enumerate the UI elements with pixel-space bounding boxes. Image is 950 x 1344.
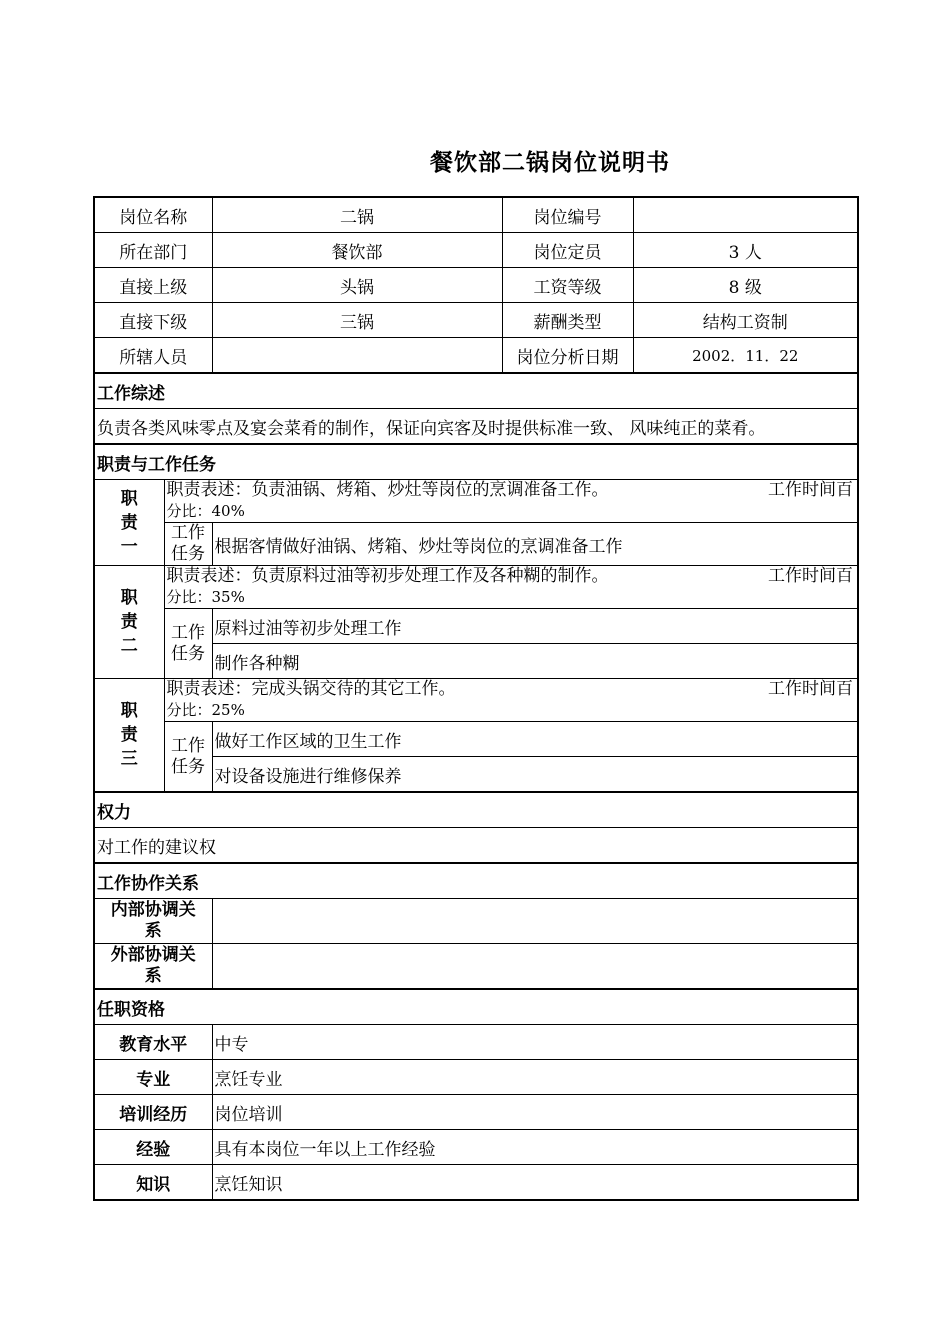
basic-label: 直接上级 xyxy=(94,268,212,303)
analysis-date: 2002．11．22 xyxy=(633,338,858,374)
basic-label: 岗位编号 xyxy=(502,197,633,233)
time-percent-label: 工作时间百 xyxy=(768,480,853,500)
qualification-label: 知识 xyxy=(94,1165,212,1201)
task-row xyxy=(94,609,858,644)
basic-label: 岗位名称 xyxy=(94,197,212,233)
duty-label xyxy=(94,566,164,679)
task-label-text: 工作任务 xyxy=(171,523,205,564)
internal-relations-label xyxy=(94,899,212,944)
external-relations-label-text: 外部协调关系 xyxy=(110,945,196,986)
duty-desc-text: 职责表述：负责油锅、烤箱、炒灶等岗位的烹调准备工作。 xyxy=(166,480,609,500)
qualification-value: 中专 xyxy=(212,1025,858,1060)
duty-description xyxy=(164,480,858,523)
basic-row xyxy=(94,338,858,374)
authority-text: 对工作的建议权 xyxy=(94,828,858,864)
basic-value: 三锅 xyxy=(212,303,502,338)
qualification-row xyxy=(94,1130,858,1165)
basic-label: 薪酬类型 xyxy=(502,303,633,338)
qualification-value: 烹饪专业 xyxy=(212,1060,858,1095)
duty-desc-text: 职责表述：完成头锅交待的其它工作。 xyxy=(166,679,456,699)
task-label-text: 工作任务 xyxy=(171,622,205,664)
basic-label: 岗位分析日期 xyxy=(502,338,633,374)
duty-label-text: 职责三 xyxy=(120,701,138,769)
basic-row xyxy=(94,197,858,233)
internal-relations-label-text: 内部协调关系 xyxy=(110,900,196,941)
duty-desc-text: 职责表述：负责原料过油等初步处理工作及各种糊的制作。 xyxy=(166,566,609,586)
internal-relations-value xyxy=(212,899,858,944)
qualification-row xyxy=(94,1025,858,1060)
task-label xyxy=(164,523,212,566)
duty-percent: 分比：40% xyxy=(166,502,245,520)
basic-value: 结构工资制 xyxy=(633,303,858,338)
relation-row xyxy=(94,899,858,944)
qualification-row xyxy=(94,1095,858,1130)
duty-label xyxy=(94,679,164,793)
relation-row xyxy=(94,944,858,990)
job-description-table xyxy=(93,196,859,1201)
task-label xyxy=(164,609,212,679)
section-header-authority: 权力 xyxy=(94,792,858,828)
time-percent-label: 工作时间百 xyxy=(768,566,853,586)
task-item: 制作各种糊 xyxy=(212,644,858,679)
duty-row xyxy=(94,679,858,722)
basic-row xyxy=(94,303,858,338)
section-header-duties: 职责与工作任务 xyxy=(94,444,858,480)
basic-label: 岗位定员 xyxy=(502,233,633,268)
basic-value xyxy=(633,197,858,233)
qualification-value: 烹饪知识 xyxy=(212,1165,858,1201)
duty-row xyxy=(94,566,858,609)
duty-percent: 分比：25% xyxy=(166,701,245,719)
basic-value: 二锅 xyxy=(212,197,502,233)
qualification-label: 培训经历 xyxy=(94,1095,212,1130)
external-relations-label xyxy=(94,944,212,990)
basic-value: 餐饮部 xyxy=(212,233,502,268)
external-relations-value xyxy=(212,944,858,990)
basic-value: 8 级 xyxy=(633,268,858,303)
qualification-value: 岗位培训 xyxy=(212,1095,858,1130)
basic-value: 3 人 xyxy=(633,233,858,268)
task-item: 根据客情做好油锅、烤箱、炒灶等岗位的烹调准备工作 xyxy=(212,523,858,566)
time-percent-label: 工作时间百 xyxy=(768,679,853,699)
duty-description xyxy=(164,566,858,609)
section-header-summary: 工作综述 xyxy=(94,373,858,409)
basic-label: 工资等级 xyxy=(502,268,633,303)
qualification-label: 专业 xyxy=(94,1060,212,1095)
task-item: 对设备设施进行维修保养 xyxy=(212,757,858,793)
task-row xyxy=(94,523,858,566)
duty-label-text: 职责二 xyxy=(120,588,138,656)
basic-label: 所在部门 xyxy=(94,233,212,268)
section-header-qualifications: 任职资格 xyxy=(94,989,858,1025)
qualification-row xyxy=(94,1060,858,1095)
task-label xyxy=(164,722,212,793)
task-item: 原料过油等初步处理工作 xyxy=(212,609,858,644)
task-label-text: 工作任务 xyxy=(171,735,205,777)
qualification-label: 教育水平 xyxy=(94,1025,212,1060)
basic-value: 头锅 xyxy=(212,268,502,303)
basic-row xyxy=(94,233,858,268)
qualification-row xyxy=(94,1165,858,1201)
job-description-sheet xyxy=(93,196,857,1201)
basic-label: 直接下级 xyxy=(94,303,212,338)
duty-label-text: 职责一 xyxy=(120,488,138,557)
duty-percent: 分比：35% xyxy=(166,588,245,606)
qualification-label: 经验 xyxy=(94,1130,212,1165)
basic-label: 所辖人员 xyxy=(94,338,212,374)
duty-description xyxy=(164,679,858,722)
qualification-value: 具有本岗位一年以上工作经验 xyxy=(212,1130,858,1165)
duty-label xyxy=(94,480,164,566)
task-item: 做好工作区域的卫生工作 xyxy=(212,722,858,757)
duty-row xyxy=(94,480,858,523)
page-title: 餐饮部二锅岗位说明书 xyxy=(430,150,670,176)
section-header-relations: 工作协作关系 xyxy=(94,863,858,899)
summary-text: 负责各类风味零点及宴会菜肴的制作，保证向宾客及时提供标准一致、 风味纯正的菜肴。 xyxy=(94,409,858,445)
basic-value xyxy=(212,338,502,374)
basic-row xyxy=(94,268,858,303)
task-row xyxy=(94,722,858,757)
